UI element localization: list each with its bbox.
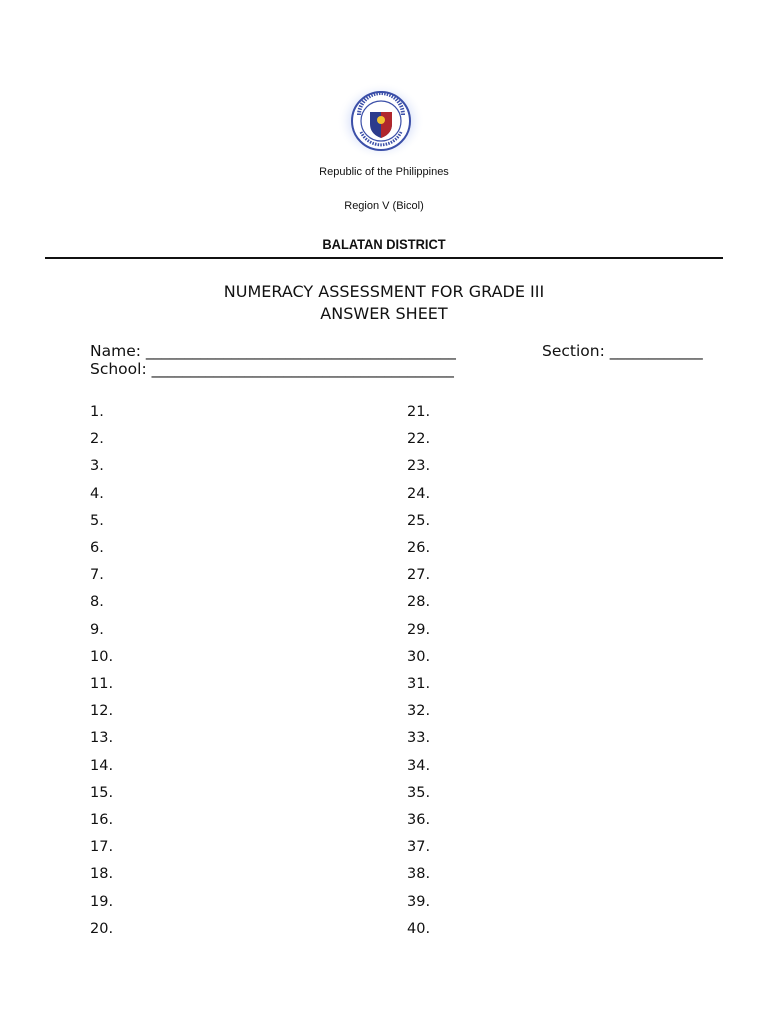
answer-item[interactable]: 24. — [407, 485, 431, 502]
answer-item[interactable]: 10. — [90, 648, 114, 665]
deped-seal-logo — [337, 82, 425, 160]
answer-item[interactable]: 29. — [407, 621, 431, 638]
answer-item[interactable]: 9. — [90, 621, 104, 638]
republic-label: Republic of the Philippines — [319, 166, 449, 178]
assessment-title: NUMERACY ASSESSMENT FOR GRADE III — [223, 282, 545, 301]
answer-item[interactable]: 11. — [90, 676, 114, 692]
answer-item[interactable]: 21. — [407, 404, 431, 420]
answer-item[interactable]: 35. — [407, 784, 431, 801]
answer-item[interactable]: 30. — [407, 648, 431, 665]
answer-item[interactable]: 28. — [407, 594, 431, 611]
region-label: Region V (Bicol) — [344, 200, 424, 212]
answer-item[interactable]: 32. — [407, 703, 431, 720]
answer-item[interactable]: 3. — [90, 458, 104, 475]
answer-item[interactable]: 2. — [90, 431, 104, 448]
section-field[interactable]: Section: ____________ — [542, 342, 703, 360]
answer-item[interactable]: 25. — [407, 512, 431, 529]
answer-item[interactable]: 18. — [90, 866, 114, 883]
answer-item[interactable]: 40. — [407, 920, 431, 937]
answer-item[interactable]: 20. — [90, 920, 114, 937]
answer-item[interactable]: 38. — [407, 866, 431, 883]
answer-item[interactable]: 16. — [90, 812, 114, 828]
header-divider — [45, 257, 723, 259]
answer-item[interactable]: 23. — [407, 458, 431, 475]
answer-item[interactable]: 22. — [407, 431, 431, 448]
answer-sheet-title: ANSWER SHEET — [320, 304, 448, 323]
answer-item[interactable]: 39. — [407, 893, 431, 910]
answer-item[interactable]: 4. — [90, 485, 104, 502]
answer-item[interactable]: 7. — [90, 567, 104, 584]
school-field[interactable]: School: _______________________________________ — [90, 360, 454, 378]
answer-item[interactable]: 1. — [90, 404, 104, 420]
answer-item[interactable]: 17. — [90, 839, 114, 856]
answer-item[interactable]: 15. — [90, 784, 114, 801]
answer-item[interactable]: 8. — [90, 594, 104, 611]
answer-item[interactable]: 37. — [407, 839, 431, 856]
answer-item[interactable]: 26. — [407, 540, 431, 556]
answer-item[interactable]: 27. — [407, 567, 431, 584]
answer-item[interactable]: 6. — [90, 540, 104, 556]
answer-item[interactable]: 5. — [90, 512, 104, 529]
answer-item[interactable]: 13. — [90, 730, 114, 747]
answer-item[interactable]: 19. — [90, 893, 114, 910]
answer-item[interactable]: 36. — [407, 812, 431, 828]
name-field[interactable]: Name: ________________________________________ — [90, 342, 456, 360]
answer-item[interactable]: 14. — [90, 757, 114, 774]
answer-item[interactable]: 12. — [90, 703, 114, 720]
answer-item[interactable]: 31. — [407, 676, 431, 692]
answer-item[interactable]: 34. — [407, 757, 431, 774]
district-heading: BALATAN DISTRICT — [322, 236, 446, 252]
answer-item[interactable]: 33. — [407, 730, 431, 747]
